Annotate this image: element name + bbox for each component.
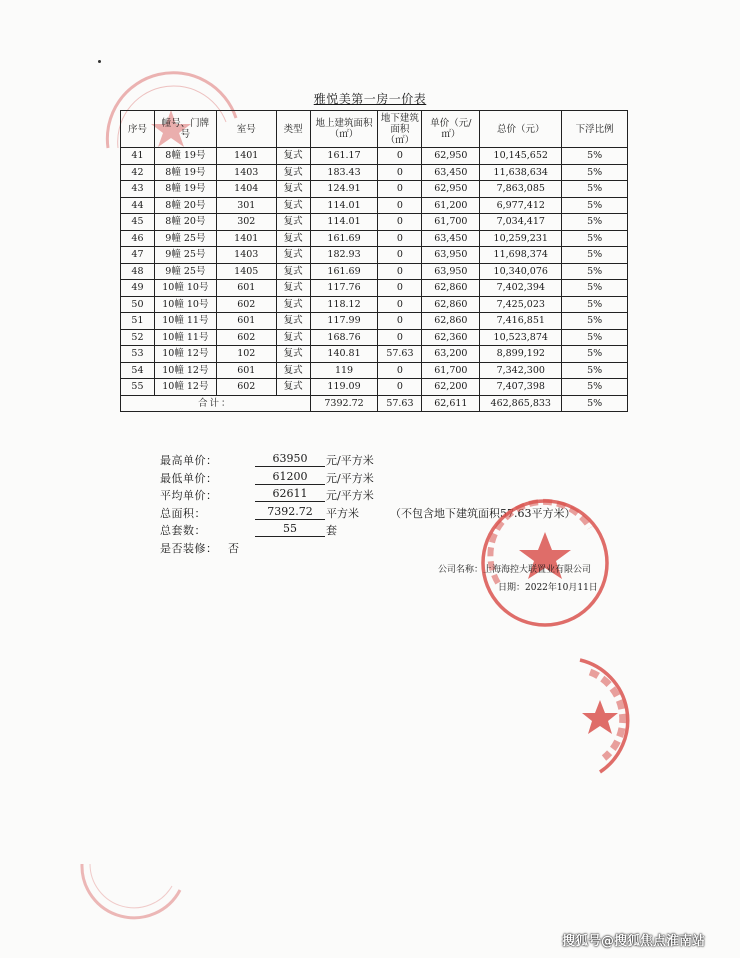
total-below-area: 57.63 — [378, 395, 422, 412]
unit-type: 复式 — [276, 181, 310, 198]
above-ground-area: 114.01 — [310, 214, 378, 231]
header-cell: 室号 — [216, 111, 276, 148]
building-number: 8幢 19号 — [154, 181, 216, 198]
total-price: 7,034,417 — [480, 214, 562, 231]
total-above-area: 7392.72 — [310, 395, 378, 412]
unit-type: 复式 — [276, 296, 310, 313]
building-number: 10幢 12号 — [154, 346, 216, 363]
unit-count-value: 55 — [255, 522, 325, 537]
building-number: 10幢 10号 — [154, 280, 216, 297]
discount-ratio: 5% — [562, 214, 628, 231]
room-number: 601 — [216, 280, 276, 297]
below-ground-area: 57.63 — [378, 346, 422, 363]
total-label: 合计： — [121, 395, 311, 412]
discount-ratio: 5% — [562, 346, 628, 363]
row-index: 55 — [121, 379, 155, 396]
below-ground-area: 0 — [378, 263, 422, 280]
unit-price: 63,450 — [422, 164, 480, 181]
row-index: 47 — [121, 247, 155, 264]
above-ground-area: 117.76 — [310, 280, 378, 297]
unit-price: 63,950 — [422, 247, 480, 264]
avg-price-unit: 元/平方米 — [326, 489, 374, 502]
room-number: 1403 — [216, 247, 276, 264]
building-number: 8幢 19号 — [154, 164, 216, 181]
unit-count-unit: 套 — [326, 524, 337, 537]
below-ground-area: 0 — [378, 280, 422, 297]
discount-ratio: 5% — [562, 280, 628, 297]
building-number: 10幢 11号 — [154, 329, 216, 346]
price-table — [120, 110, 628, 412]
total-price: 10,259,231 — [480, 230, 562, 247]
table-header-row — [121, 111, 628, 148]
total-ratio: 5% — [562, 395, 628, 412]
above-ground-area: 182.93 — [310, 247, 378, 264]
row-index: 51 — [121, 313, 155, 330]
room-number: 1403 — [216, 164, 276, 181]
unit-price: 62,360 — [422, 329, 480, 346]
row-index: 42 — [121, 164, 155, 181]
table-row — [121, 362, 628, 379]
discount-ratio: 5% — [562, 362, 628, 379]
unit-price: 63,200 — [422, 346, 480, 363]
table-row — [121, 164, 628, 181]
room-number: 302 — [216, 214, 276, 231]
min-price-unit: 元/平方米 — [326, 471, 374, 485]
table-row — [121, 280, 628, 297]
unit-type: 复式 — [276, 214, 310, 231]
decoration-label: 是否装修： — [160, 541, 218, 555]
room-number: 601 — [216, 362, 276, 379]
row-index: 49 — [121, 280, 155, 297]
total-price: 7,863,085 — [480, 181, 562, 198]
unit-type: 复式 — [276, 164, 310, 181]
unit-type: 复式 — [276, 197, 310, 214]
avg-price-value: 62611 — [255, 487, 325, 502]
page-title: 雅悦美第一房一价表 — [313, 92, 427, 106]
below-ground-area: 0 — [378, 362, 422, 379]
header-cell: 单价（元/㎡） — [422, 111, 480, 148]
discount-ratio: 5% — [562, 296, 628, 313]
discount-ratio: 5% — [562, 181, 628, 198]
room-number: 1401 — [216, 148, 276, 165]
discount-ratio: 5% — [562, 197, 628, 214]
discount-ratio: 5% — [562, 263, 628, 280]
row-index: 43 — [121, 181, 155, 198]
below-ground-area: 0 — [378, 148, 422, 165]
row-index: 53 — [121, 346, 155, 363]
total-price: 6,977,412 — [480, 197, 562, 214]
total-price: 10,340,076 — [480, 263, 562, 280]
unit-price: 63,450 — [422, 230, 480, 247]
building-number: 9幢 25号 — [154, 247, 216, 264]
header-cell: 序号 — [121, 111, 155, 148]
unit-type: 复式 — [276, 379, 310, 396]
above-ground-area: 119 — [310, 362, 378, 379]
total-price: 10,145,652 — [480, 148, 562, 165]
table-row — [121, 346, 628, 363]
row-index: 41 — [121, 148, 155, 165]
header-cell: 地下建筑面积（㎡） — [378, 111, 422, 148]
room-number: 602 — [216, 379, 276, 396]
table-body — [121, 148, 628, 396]
building-number: 8幢 20号 — [154, 197, 216, 214]
building-number: 10幢 10号 — [154, 296, 216, 313]
above-ground-area: 119.09 — [310, 379, 378, 396]
row-index: 54 — [121, 362, 155, 379]
min-price-value: 61200 — [255, 470, 325, 485]
building-number: 8幢 20号 — [154, 214, 216, 231]
unit-type: 复式 — [276, 313, 310, 330]
room-number: 102 — [216, 346, 276, 363]
header-cell: 幢号、门牌号 — [154, 111, 216, 148]
above-ground-area: 161.69 — [310, 230, 378, 247]
unit-price: 62,950 — [422, 181, 480, 198]
header-cell: 下浮比例 — [562, 111, 628, 148]
room-number: 1401 — [216, 230, 276, 247]
above-ground-area: 168.76 — [310, 329, 378, 346]
unit-price: 62,860 — [422, 296, 480, 313]
unit-price: 62,200 — [422, 379, 480, 396]
unit-price: 61,700 — [422, 214, 480, 231]
unit-count-label: 总套数： — [160, 524, 206, 537]
total-area-value: 7392.72 — [255, 505, 325, 520]
above-ground-area: 161.69 — [310, 263, 378, 280]
table-row — [121, 214, 628, 231]
header-cell: 总价（元） — [480, 111, 562, 148]
row-index: 52 — [121, 329, 155, 346]
row-index: 46 — [121, 230, 155, 247]
table-row — [121, 329, 628, 346]
below-ground-area: 0 — [378, 197, 422, 214]
total-area-unit: 平方米 — [326, 506, 359, 520]
table-row — [121, 230, 628, 247]
unit-price: 61,700 — [422, 362, 480, 379]
min-price-label: 最低单价： — [160, 471, 218, 485]
discount-ratio: 5% — [562, 164, 628, 181]
table-row — [121, 313, 628, 330]
above-ground-area: 114.01 — [310, 197, 378, 214]
discount-ratio: 5% — [562, 313, 628, 330]
unit-price: 61,200 — [422, 197, 480, 214]
below-ground-area: 0 — [378, 214, 422, 231]
decoration-value: 否 — [228, 541, 239, 555]
room-number: 1405 — [216, 263, 276, 280]
total-price: 462,865,833 — [480, 395, 562, 412]
total-price: 7,425,023 — [480, 296, 562, 313]
room-number: 602 — [216, 296, 276, 313]
max-price-unit: 元/平方米 — [326, 454, 374, 467]
room-number: 301 — [216, 197, 276, 214]
unit-type: 复式 — [276, 346, 310, 363]
table-row — [121, 379, 628, 396]
above-ground-area: 140.81 — [310, 346, 378, 363]
above-ground-area: 124.91 — [310, 181, 378, 198]
issue-date: 日期：2022年10月11日 — [498, 583, 598, 593]
discount-ratio: 5% — [562, 148, 628, 165]
table-row — [121, 148, 628, 165]
discount-ratio: 5% — [562, 230, 628, 247]
unit-type: 复式 — [276, 230, 310, 247]
below-ground-area: 0 — [378, 296, 422, 313]
unit-type: 复式 — [276, 362, 310, 379]
row-index: 44 — [121, 197, 155, 214]
company-name: 公司名称：上海海控大联置业有限公司 — [438, 565, 592, 575]
lower-right-seal — [560, 650, 650, 780]
bottom-left-seal — [76, 860, 186, 920]
row-index: 45 — [121, 214, 155, 231]
below-ground-area: 0 — [378, 379, 422, 396]
total-price: 7,342,300 — [480, 362, 562, 379]
building-number: 8幢 19号 — [154, 148, 216, 165]
unit-type: 复式 — [276, 280, 310, 297]
building-number: 10幢 11号 — [154, 313, 216, 330]
unit-price: 63,950 — [422, 263, 480, 280]
unit-type: 复式 — [276, 263, 310, 280]
total-price: 11,638,634 — [480, 164, 562, 181]
building-number: 10幢 12号 — [154, 362, 216, 379]
above-ground-area: 183.43 — [310, 164, 378, 181]
row-index: 50 — [121, 296, 155, 313]
below-ground-area: 0 — [378, 164, 422, 181]
total-unit-price: 62,611 — [422, 395, 480, 412]
table-row — [121, 197, 628, 214]
discount-ratio: 5% — [562, 329, 628, 346]
header-cell: 地上建筑面积（㎡） — [310, 111, 378, 148]
table-row — [121, 296, 628, 313]
below-ground-area: 0 — [378, 313, 422, 330]
unit-type: 复式 — [276, 329, 310, 346]
below-ground-area: 0 — [378, 181, 422, 198]
table-row — [121, 247, 628, 264]
above-ground-area: 117.99 — [310, 313, 378, 330]
discount-ratio: 5% — [562, 247, 628, 264]
above-ground-area: 118.12 — [310, 296, 378, 313]
total-price: 8,899,192 — [480, 346, 562, 363]
total-area-label: 总面积： — [160, 506, 206, 520]
discount-ratio: 5% — [562, 379, 628, 396]
total-area-note: （不包含地下建筑面积57.63平方米） — [390, 506, 576, 520]
building-number: 10幢 12号 — [154, 379, 216, 396]
below-ground-area: 0 — [378, 247, 422, 264]
building-number: 9幢 25号 — [154, 263, 216, 280]
room-number: 602 — [216, 329, 276, 346]
total-row — [121, 395, 628, 412]
unit-price: 62,950 — [422, 148, 480, 165]
avg-price-label: 平均单价： — [160, 489, 218, 502]
max-price-value: 63950 — [255, 452, 325, 467]
scan-dot — [98, 60, 101, 63]
unit-type: 复式 — [276, 148, 310, 165]
table-row — [121, 181, 628, 198]
total-price: 7,407,398 — [480, 379, 562, 396]
total-price: 10,523,874 — [480, 329, 562, 346]
row-index: 48 — [121, 263, 155, 280]
unit-type: 复式 — [276, 247, 310, 264]
header-cell: 类型 — [276, 111, 310, 148]
watermark: 搜狐号@搜狐焦点淮南站 — [562, 934, 706, 949]
above-ground-area: 161.17 — [310, 148, 378, 165]
room-number: 601 — [216, 313, 276, 330]
building-number: 9幢 25号 — [154, 230, 216, 247]
table-row — [121, 263, 628, 280]
total-price: 7,402,394 — [480, 280, 562, 297]
unit-price: 62,860 — [422, 313, 480, 330]
below-ground-area: 0 — [378, 230, 422, 247]
total-price: 7,416,851 — [480, 313, 562, 330]
below-ground-area: 0 — [378, 329, 422, 346]
total-price: 11,698,374 — [480, 247, 562, 264]
unit-price: 62,860 — [422, 280, 480, 297]
room-number: 1404 — [216, 181, 276, 198]
max-price-label: 最高单价： — [160, 454, 218, 467]
